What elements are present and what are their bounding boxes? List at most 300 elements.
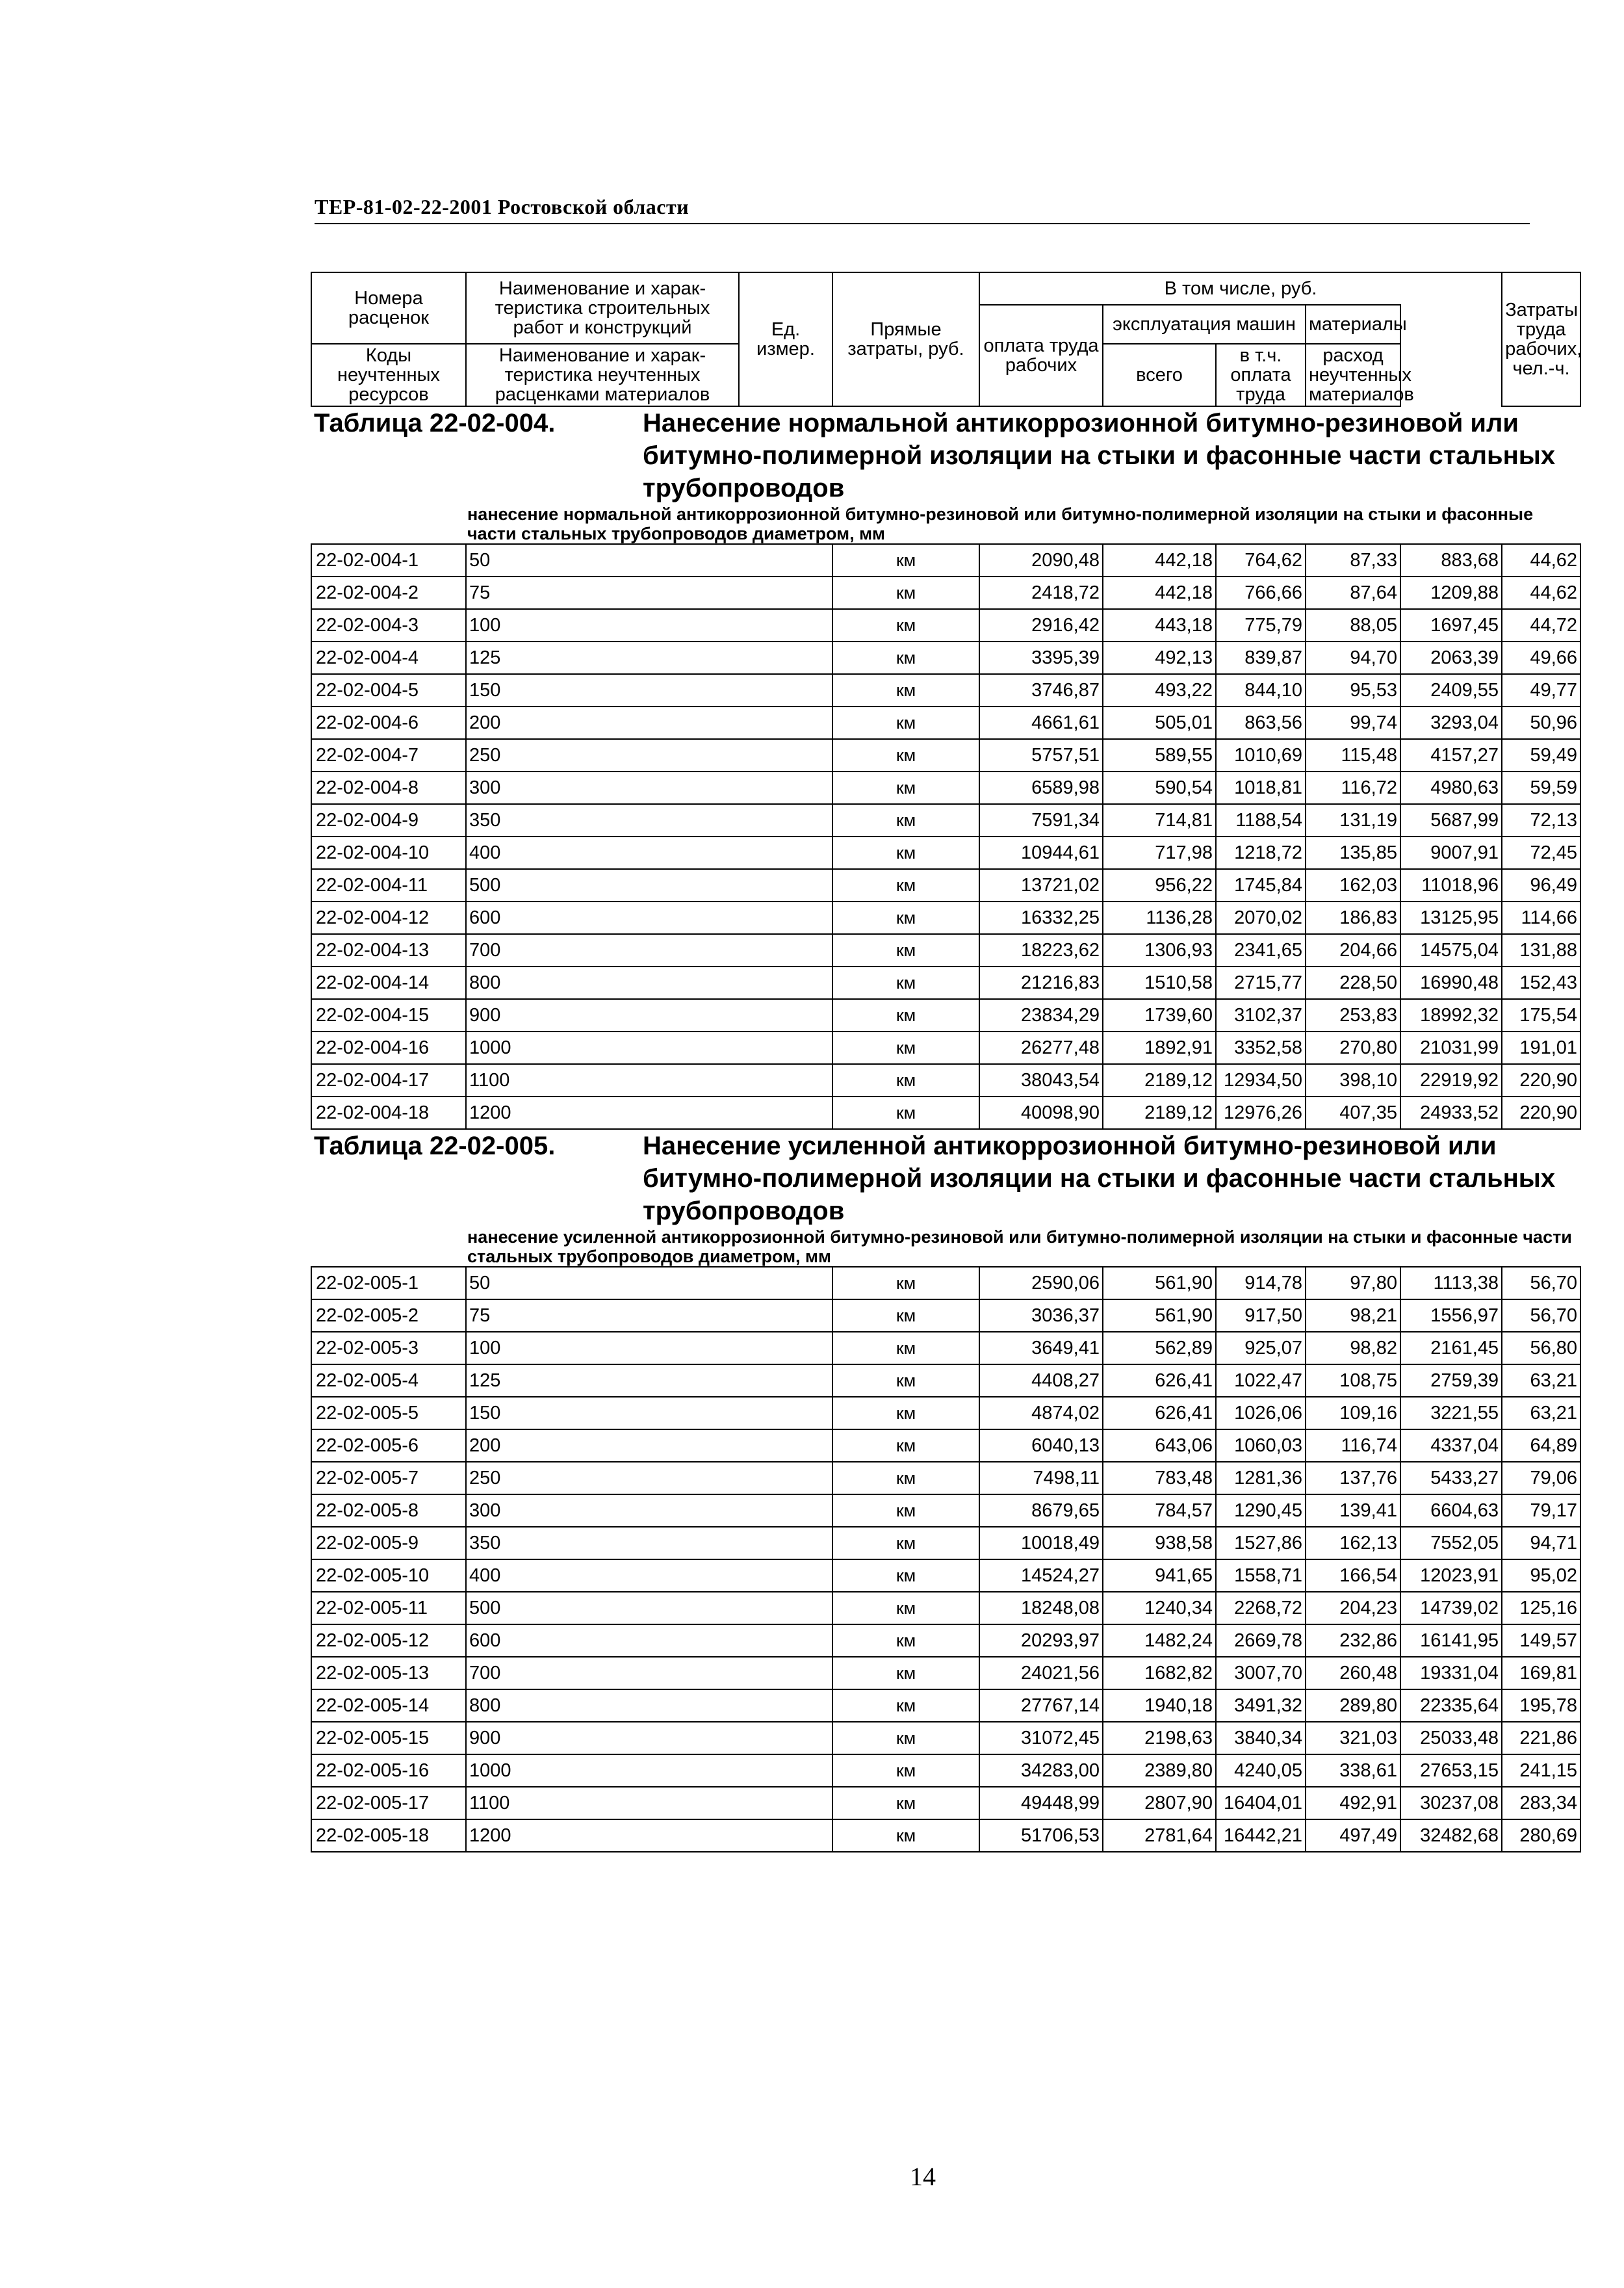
table-title-cell (311, 1129, 1580, 1227)
rate-labor: 280,69 (1502, 1819, 1580, 1852)
rate-materials: 11018,96 (1400, 869, 1502, 902)
rate-machines-total: 16442,21 (1216, 1819, 1306, 1852)
rate-direct-costs: 21216,83 (979, 967, 1103, 999)
rate-machines-total: 3352,58 (1216, 1032, 1306, 1064)
rate-unit: км (832, 869, 979, 902)
rate-wages: 443,18 (1103, 609, 1216, 642)
rate-labor: 63,21 (1502, 1364, 1580, 1397)
rate-unit: км (832, 1462, 979, 1494)
rate-machines-total: 917,50 (1216, 1299, 1306, 1332)
table-row (311, 1592, 1580, 1624)
rate-materials: 27653,15 (1400, 1754, 1502, 1787)
rate-machines-total: 1022,47 (1216, 1364, 1306, 1397)
rate-diameter: 75 (466, 1299, 832, 1332)
rate-labor: 56,70 (1502, 1267, 1580, 1299)
rate-materials: 13125,95 (1400, 902, 1502, 934)
rate-code: 22-02-005-17 (311, 1787, 466, 1819)
rate-machines-total: 1558,71 (1216, 1559, 1306, 1592)
rate-machines-total: 1026,06 (1216, 1397, 1306, 1429)
table-row (311, 1097, 1580, 1129)
rate-diameter: 1200 (466, 1819, 832, 1852)
rate-code: 22-02-005-8 (311, 1494, 466, 1527)
rate-diameter: 300 (466, 1494, 832, 1527)
rate-machines-wages: 407,35 (1306, 1097, 1400, 1129)
rate-code: 22-02-005-10 (311, 1559, 466, 1592)
rate-code: 22-02-005-7 (311, 1462, 466, 1494)
rate-materials: 5687,99 (1400, 804, 1502, 837)
rate-machines-total: 914,78 (1216, 1267, 1306, 1299)
col-header-machines: эксплуатация машин (1103, 305, 1306, 344)
subheading-cell (311, 504, 1580, 544)
table-row (311, 1689, 1580, 1722)
table-row (311, 1397, 1580, 1429)
rate-labor: 79,17 (1502, 1494, 1580, 1527)
rate-direct-costs: 4874,02 (979, 1397, 1103, 1429)
rate-wages: 938,58 (1103, 1527, 1216, 1559)
rate-wages: 626,41 (1103, 1397, 1216, 1429)
rate-diameter: 1000 (466, 1754, 832, 1787)
col-header-num-rates: Номера расценок (311, 272, 466, 344)
rate-materials: 24933,52 (1400, 1097, 1502, 1129)
rate-wages: 1510,58 (1103, 967, 1216, 999)
rate-labor: 241,15 (1502, 1754, 1580, 1787)
rate-unit: км (832, 902, 979, 934)
rate-machines-total: 12976,26 (1216, 1097, 1306, 1129)
rate-diameter: 250 (466, 1462, 832, 1494)
rate-labor: 59,49 (1502, 739, 1580, 772)
rate-direct-costs: 2090,48 (979, 544, 1103, 577)
rate-machines-wages: 260,48 (1306, 1657, 1400, 1689)
col-header-machines-total: всего (1103, 344, 1216, 406)
rate-unit: км (832, 1559, 979, 1592)
rate-machines-wages: 116,72 (1306, 772, 1400, 804)
rate-machines-wages: 289,80 (1306, 1689, 1400, 1722)
rate-code: 22-02-004-13 (311, 934, 466, 967)
rate-code: 22-02-004-12 (311, 902, 466, 934)
rate-machines-wages: 162,03 (1306, 869, 1400, 902)
rate-unit: км (832, 934, 979, 967)
rate-materials: 22919,92 (1400, 1064, 1502, 1097)
rate-wages: 590,54 (1103, 772, 1216, 804)
header-rule (315, 223, 1530, 224)
rate-labor: 94,71 (1502, 1527, 1580, 1559)
rate-direct-costs: 16332,25 (979, 902, 1103, 934)
rate-materials: 2409,55 (1400, 674, 1502, 707)
table-row (311, 1754, 1580, 1787)
rate-diameter: 75 (466, 577, 832, 609)
rate-unit: км (832, 674, 979, 707)
rate-unit: км (832, 772, 979, 804)
rate-direct-costs: 7591,34 (979, 804, 1103, 837)
rate-machines-total: 1018,81 (1216, 772, 1306, 804)
rate-unit: км (832, 544, 979, 577)
rate-unit: км (832, 1267, 979, 1299)
rate-labor: 191,01 (1502, 1032, 1580, 1064)
rate-direct-costs: 34283,00 (979, 1754, 1103, 1787)
table-row (311, 1032, 1580, 1064)
rate-wages: 562,89 (1103, 1332, 1216, 1364)
rate-machines-wages: 108,75 (1306, 1364, 1400, 1397)
rate-machines-total: 775,79 (1216, 609, 1306, 642)
rate-diameter: 200 (466, 1429, 832, 1462)
rate-diameter: 1100 (466, 1064, 832, 1097)
rate-unit: км (832, 1064, 979, 1097)
table-row (311, 544, 1580, 577)
rate-machines-wages: 95,53 (1306, 674, 1400, 707)
rate-wages: 2389,80 (1103, 1754, 1216, 1787)
rate-unit: км (832, 1722, 979, 1754)
rate-labor: 59,59 (1502, 772, 1580, 804)
rate-code: 22-02-004-10 (311, 837, 466, 869)
rate-materials: 14739,02 (1400, 1592, 1502, 1624)
rate-unit: км (832, 1657, 979, 1689)
rate-code: 22-02-004-8 (311, 772, 466, 804)
table-row (311, 1429, 1580, 1462)
rate-code: 22-02-004-9 (311, 804, 466, 837)
rate-unit: км (832, 1299, 979, 1332)
rate-wages: 2198,63 (1103, 1722, 1216, 1754)
rate-code: 22-02-004-2 (311, 577, 466, 609)
rate-labor: 64,89 (1502, 1429, 1580, 1462)
rate-materials: 2161,45 (1400, 1332, 1502, 1364)
rate-code: 22-02-005-5 (311, 1397, 466, 1429)
rate-machines-total: 2715,77 (1216, 967, 1306, 999)
rate-direct-costs: 23834,29 (979, 999, 1103, 1032)
rate-machines-total: 1290,45 (1216, 1494, 1306, 1527)
rate-unit: км (832, 1624, 979, 1657)
table-row (311, 642, 1580, 674)
table-title: Нанесение усиленной антикоррозионной битумно-резиновой или битумно-полимерной изоляции на стыки и фасонные части стальных трубопроводов (643, 1132, 1556, 1225)
rate-labor: 56,70 (1502, 1299, 1580, 1332)
rate-wages: 492,13 (1103, 642, 1216, 674)
rate-materials: 22335,64 (1400, 1689, 1502, 1722)
rate-materials: 1113,38 (1400, 1267, 1502, 1299)
rate-machines-total: 4240,05 (1216, 1754, 1306, 1787)
rate-wages: 2807,90 (1103, 1787, 1216, 1819)
rate-unit: км (832, 1032, 979, 1064)
rate-diameter: 1200 (466, 1097, 832, 1129)
rate-code: 22-02-005-16 (311, 1754, 466, 1787)
rate-direct-costs: 10018,49 (979, 1527, 1103, 1559)
rate-direct-costs: 38043,54 (979, 1064, 1103, 1097)
rate-materials: 6604,63 (1400, 1494, 1502, 1527)
rate-labor: 72,45 (1502, 837, 1580, 869)
rate-labor: 175,54 (1502, 999, 1580, 1032)
rate-diameter: 50 (466, 544, 832, 577)
rate-diameter: 300 (466, 772, 832, 804)
table-row (311, 1364, 1580, 1397)
table-row (311, 999, 1580, 1032)
rate-code: 22-02-005-3 (311, 1332, 466, 1364)
rate-code: 22-02-005-11 (311, 1592, 466, 1624)
rate-machines-wages: 253,83 (1306, 999, 1400, 1032)
rate-direct-costs: 2916,42 (979, 609, 1103, 642)
table-row (311, 902, 1580, 934)
rate-diameter: 700 (466, 934, 832, 967)
rate-wages: 714,81 (1103, 804, 1216, 837)
rate-code: 22-02-005-15 (311, 1722, 466, 1754)
rate-diameter: 100 (466, 609, 832, 642)
rate-machines-wages: 87,64 (1306, 577, 1400, 609)
rate-diameter: 1000 (466, 1032, 832, 1064)
rate-wages: 783,48 (1103, 1462, 1216, 1494)
rate-direct-costs: 3649,41 (979, 1332, 1103, 1364)
rate-diameter: 700 (466, 1657, 832, 1689)
rate-machines-wages: 137,76 (1306, 1462, 1400, 1494)
rate-diameter: 125 (466, 1364, 832, 1397)
rate-machines-wages: 116,74 (1306, 1429, 1400, 1462)
subheading-cell (311, 1227, 1580, 1267)
rate-unit: км (832, 642, 979, 674)
rate-machines-total: 1745,84 (1216, 869, 1306, 902)
table-row (311, 1299, 1580, 1332)
rate-labor: 49,77 (1502, 674, 1580, 707)
rate-direct-costs: 3395,39 (979, 642, 1103, 674)
rate-unit: км (832, 739, 979, 772)
rate-code: 22-02-004-6 (311, 707, 466, 739)
rate-machines-wages: 232,86 (1306, 1624, 1400, 1657)
rate-direct-costs: 10944,61 (979, 837, 1103, 869)
rate-wages: 1739,60 (1103, 999, 1216, 1032)
table-row (311, 1267, 1580, 1299)
rate-diameter: 400 (466, 1559, 832, 1592)
rate-machines-total: 3840,34 (1216, 1722, 1306, 1754)
rate-wages: 561,90 (1103, 1299, 1216, 1332)
table-subheading: нанесение усиленной антикоррозионной битумно-резиновой или битумно-полимерной изоляции на стыки и фасонные части стальных трубопроводов диаметром, мм (467, 1227, 1572, 1266)
col-header-name-materials: Наименование и харак-теристика неучтенных расценками материалов (466, 344, 739, 406)
table-row (311, 869, 1580, 902)
rate-unit: км (832, 967, 979, 999)
rate-code: 22-02-004-17 (311, 1064, 466, 1097)
rate-machines-total: 766,66 (1216, 577, 1306, 609)
rate-code: 22-02-004-11 (311, 869, 466, 902)
rate-machines-total: 1218,72 (1216, 837, 1306, 869)
table-title-row (311, 1129, 1580, 1227)
rate-diameter: 800 (466, 1689, 832, 1722)
col-header-codes: Коды неучтенных ресурсов (311, 344, 466, 406)
col-header-unit: Ед. измер. (739, 272, 832, 406)
col-header-labor: Затраты труда рабочих, чел.-ч. (1502, 272, 1580, 406)
col-header-including: В том числе, руб. (979, 272, 1502, 305)
rate-machines-wages: 398,10 (1306, 1064, 1400, 1097)
rate-labor: 152,43 (1502, 967, 1580, 999)
rate-labor: 44,62 (1502, 577, 1580, 609)
rate-code: 22-02-005-6 (311, 1429, 466, 1462)
rate-diameter: 900 (466, 1722, 832, 1754)
rate-diameter: 200 (466, 707, 832, 739)
rate-wages: 493,22 (1103, 674, 1216, 707)
rate-diameter: 125 (466, 642, 832, 674)
rate-unit: км (832, 1332, 979, 1364)
rate-code: 22-02-005-13 (311, 1657, 466, 1689)
table-title-cell (311, 406, 1580, 504)
rate-diameter: 800 (466, 967, 832, 999)
rate-code: 22-02-004-18 (311, 1097, 466, 1129)
table-row (311, 934, 1580, 967)
table-row (311, 1624, 1580, 1657)
rate-machines-wages: 204,23 (1306, 1592, 1400, 1624)
table-row (311, 967, 1580, 999)
rate-machines-wages: 135,85 (1306, 837, 1400, 869)
rate-wages: 2189,12 (1103, 1097, 1216, 1129)
rate-code: 22-02-005-1 (311, 1267, 466, 1299)
rate-materials: 4157,27 (1400, 739, 1502, 772)
rate-machines-wages: 109,16 (1306, 1397, 1400, 1429)
rate-unit: км (832, 1689, 979, 1722)
rate-direct-costs: 27767,14 (979, 1689, 1103, 1722)
rate-materials: 19331,04 (1400, 1657, 1502, 1689)
rate-machines-wages: 228,50 (1306, 967, 1400, 999)
table-label: Таблица 22-02-004. (314, 409, 556, 437)
col-header-name-work: Наименование и харак-теристика строительных работ и конструкций (466, 272, 739, 344)
rate-code: 22-02-004-3 (311, 609, 466, 642)
subheading-row (311, 1227, 1580, 1267)
rate-materials: 1697,45 (1400, 609, 1502, 642)
rate-labor: 283,34 (1502, 1787, 1580, 1819)
rate-labor: 44,72 (1502, 609, 1580, 642)
rate-wages: 1940,18 (1103, 1689, 1216, 1722)
rate-machines-total: 3102,37 (1216, 999, 1306, 1032)
col-header-wages: оплата труда рабочих (979, 305, 1103, 406)
rate-machines-wages: 338,61 (1306, 1754, 1400, 1787)
rate-unit: км (832, 999, 979, 1032)
table-row (311, 1527, 1580, 1559)
rate-machines-total: 12934,50 (1216, 1064, 1306, 1097)
rate-code: 22-02-005-12 (311, 1624, 466, 1657)
rate-labor: 149,57 (1502, 1624, 1580, 1657)
rate-diameter: 150 (466, 674, 832, 707)
rate-code: 22-02-005-2 (311, 1299, 466, 1332)
rate-diameter: 500 (466, 869, 832, 902)
table-row (311, 1819, 1580, 1852)
rates-table-body (311, 272, 1580, 1852)
rate-machines-total: 764,62 (1216, 544, 1306, 577)
rate-unit: км (832, 1527, 979, 1559)
rate-materials: 3293,04 (1400, 707, 1502, 739)
table-row (311, 1332, 1580, 1364)
table-row (311, 1559, 1580, 1592)
rate-direct-costs: 5757,51 (979, 739, 1103, 772)
table-subheading: нанесение нормальной антикоррозионной битумно-резиновой или битумно-полимерной изоляции на стыки и фасонные части стальных трубопроводов диаметром, мм (467, 504, 1534, 543)
rate-machines-wages: 497,49 (1306, 1819, 1400, 1852)
table-row (311, 707, 1580, 739)
rate-wages: 2189,12 (1103, 1064, 1216, 1097)
rate-wages: 643,06 (1103, 1429, 1216, 1462)
rate-wages: 1892,91 (1103, 1032, 1216, 1064)
rate-labor: 49,66 (1502, 642, 1580, 674)
rate-direct-costs: 14524,27 (979, 1559, 1103, 1592)
rate-code: 22-02-004-14 (311, 967, 466, 999)
rate-materials: 2063,39 (1400, 642, 1502, 674)
rate-direct-costs: 40098,90 (979, 1097, 1103, 1129)
rate-labor: 95,02 (1502, 1559, 1580, 1592)
rate-wages: 626,41 (1103, 1364, 1216, 1397)
rate-wages: 784,57 (1103, 1494, 1216, 1527)
rate-direct-costs: 6589,98 (979, 772, 1103, 804)
rate-diameter: 350 (466, 804, 832, 837)
rate-unit: км (832, 1819, 979, 1852)
rate-direct-costs: 20293,97 (979, 1624, 1103, 1657)
rate-diameter: 150 (466, 1397, 832, 1429)
header-row-1 (311, 272, 1580, 305)
table-title-box (311, 407, 1580, 504)
table-row (311, 1787, 1580, 1819)
rate-labor: 195,78 (1502, 1689, 1580, 1722)
col-header-materials: материалы (1306, 305, 1400, 344)
rate-unit: км (832, 1592, 979, 1624)
rate-machines-wages: 204,66 (1306, 934, 1400, 967)
rate-labor: 220,90 (1502, 1097, 1580, 1129)
table-row (311, 837, 1580, 869)
rate-machines-wages: 131,19 (1306, 804, 1400, 837)
table-row (311, 804, 1580, 837)
rate-labor: 44,62 (1502, 544, 1580, 577)
rate-diameter: 500 (466, 1592, 832, 1624)
rate-materials: 883,68 (1400, 544, 1502, 577)
document-header: ТЕР-81-02-22-2001 Ростовской области (315, 195, 690, 218)
rate-materials: 18992,32 (1400, 999, 1502, 1032)
table-row (311, 1494, 1580, 1527)
rate-materials: 7552,05 (1400, 1527, 1502, 1559)
rate-code: 22-02-005-18 (311, 1819, 466, 1852)
rate-direct-costs: 3746,87 (979, 674, 1103, 707)
rate-wages: 589,55 (1103, 739, 1216, 772)
rate-labor: 114,66 (1502, 902, 1580, 934)
table-label: Таблица 22-02-005. (314, 1132, 556, 1160)
rate-unit: км (832, 1787, 979, 1819)
rate-machines-wages: 98,82 (1306, 1332, 1400, 1364)
rate-direct-costs: 24021,56 (979, 1657, 1103, 1689)
rate-machines-total: 863,56 (1216, 707, 1306, 739)
rate-machines-total: 2341,65 (1216, 934, 1306, 967)
rate-materials: 30237,08 (1400, 1787, 1502, 1819)
rate-wages: 1482,24 (1103, 1624, 1216, 1657)
rate-materials: 4980,63 (1400, 772, 1502, 804)
rate-materials: 16141,95 (1400, 1624, 1502, 1657)
rate-code: 22-02-004-5 (311, 674, 466, 707)
rate-direct-costs: 49448,99 (979, 1787, 1103, 1819)
rate-direct-costs: 26277,48 (979, 1032, 1103, 1064)
rate-code: 22-02-005-9 (311, 1527, 466, 1559)
rate-labor: 96,49 (1502, 869, 1580, 902)
rate-diameter: 100 (466, 1332, 832, 1364)
table-title-box (311, 1130, 1580, 1227)
rate-machines-total: 3007,70 (1216, 1657, 1306, 1689)
rate-direct-costs: 4408,27 (979, 1364, 1103, 1397)
rate-machines-total: 1527,86 (1216, 1527, 1306, 1559)
rate-materials: 2759,39 (1400, 1364, 1502, 1397)
rate-unit: км (832, 609, 979, 642)
rate-machines-total: 2070,02 (1216, 902, 1306, 934)
rate-diameter: 600 (466, 902, 832, 934)
rate-machines-wages: 115,48 (1306, 739, 1400, 772)
rate-unit: км (832, 1494, 979, 1527)
rate-machines-wages: 162,13 (1306, 1527, 1400, 1559)
subheading-row (311, 504, 1580, 544)
rate-diameter: 900 (466, 999, 832, 1032)
rate-diameter: 250 (466, 739, 832, 772)
rate-code: 22-02-005-4 (311, 1364, 466, 1397)
rate-diameter: 600 (466, 1624, 832, 1657)
table-row (311, 1657, 1580, 1689)
rate-labor: 131,88 (1502, 934, 1580, 967)
rate-direct-costs: 3036,37 (979, 1299, 1103, 1332)
rate-unit: км (832, 1097, 979, 1129)
rate-direct-costs: 13721,02 (979, 869, 1103, 902)
rate-materials: 16990,48 (1400, 967, 1502, 999)
table-row (311, 739, 1580, 772)
col-header-materials-unaccounted: расход неучтенных материалов (1306, 344, 1400, 406)
